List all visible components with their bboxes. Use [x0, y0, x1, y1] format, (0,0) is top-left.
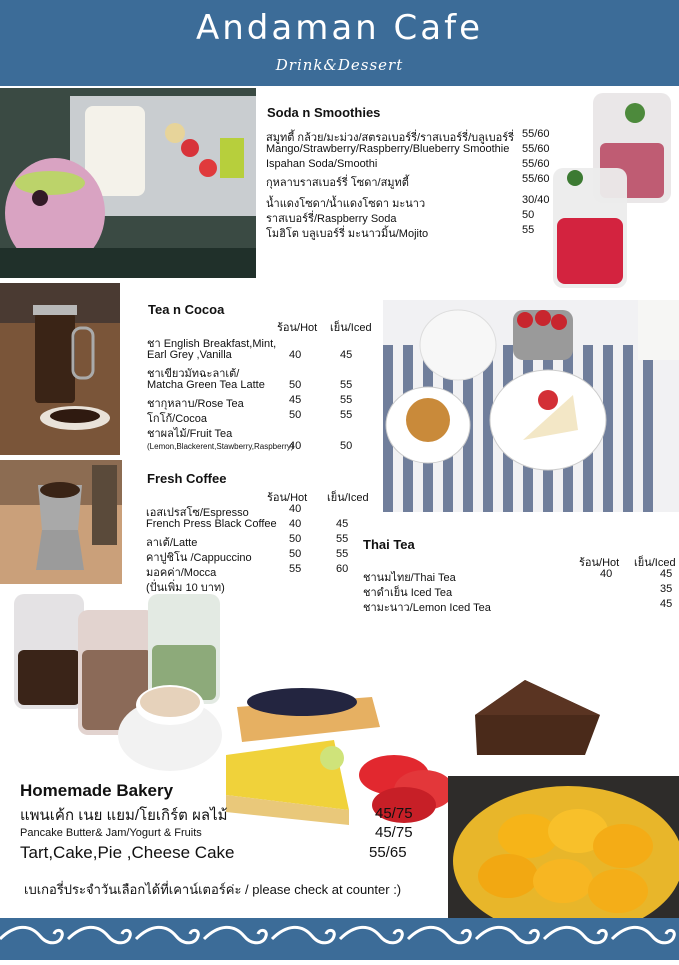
tea-iced-header: เย็น/Iced	[330, 322, 372, 334]
bakery-item-name: แพนเค้ก เนย แยม/โยเกิร์ต ผลไม้	[20, 807, 228, 824]
bakery-item-name: Tart,Cake,Pie ,Cheese Cake	[20, 843, 235, 862]
soda-item-price: 30/40	[522, 194, 550, 206]
coffee-iced-header: เย็น/Iced	[327, 492, 369, 504]
soda-item-name: Mango/Strawberry/Raspberry/Blueberry Smoothie	[266, 143, 510, 155]
coffee-line: เอสเปรสโซ/Espresso	[146, 507, 249, 519]
chocolate-cake-photo	[465, 675, 605, 765]
lemon-tart-photo	[224, 740, 464, 830]
thai-line: ชาดำเย็น Iced Tea	[363, 587, 453, 599]
tea-iced-price: 55	[340, 379, 353, 391]
coffee-line: คาปูชิโน /Cappuccino	[146, 552, 252, 564]
coffee-line: (ปั่นเพิ่ม 10 บาท)	[146, 582, 225, 594]
tea-hot-price: 40	[289, 440, 302, 452]
wave-pattern-icon	[0, 918, 679, 960]
french-press-photo	[0, 283, 120, 455]
smoothie-photo	[0, 88, 256, 278]
soda-item-name: กุหลาบราสเบอร์รี่ โซดา/สมูทตี้	[266, 177, 409, 189]
iced-drinks-photo	[10, 590, 225, 782]
moka-pot-photo	[0, 460, 122, 584]
soda-item-price: 55/60	[522, 173, 550, 185]
soda-item-price: 55/60	[522, 143, 550, 155]
coffee-iced-price: 55	[336, 548, 349, 560]
tea-hot-price: 50	[289, 379, 302, 391]
tea-hot-header: ร้อน/Hot	[277, 322, 318, 334]
thai-tea-section-title: Thai Tea	[363, 537, 415, 552]
coffee-line: มอคค่า/Mocca	[146, 567, 217, 579]
tea-hot-price: 50	[289, 409, 302, 421]
thai-hot-header: ร้อน/Hot	[579, 557, 620, 569]
soda-section-title: Soda n Smoothies	[267, 105, 381, 120]
thai-line: ชานมไทย/Thai Tea	[363, 572, 456, 584]
coffee-hot-price: 50	[289, 548, 302, 560]
tea-line: Earl Grey ,Vanilla	[147, 349, 232, 361]
tea-iced-price: 45	[340, 349, 353, 361]
bakery-item-price: 45/75	[375, 805, 413, 822]
soda-item-price: 50	[522, 209, 535, 221]
peach-tart-photo	[448, 776, 679, 918]
coffee-hot-header: ร้อน/Hot	[267, 492, 308, 504]
cafe-subtitle: Drink&Dessert	[275, 56, 404, 74]
coffee-iced-price: 45	[336, 518, 349, 530]
coffee-iced-price: 55	[336, 533, 349, 545]
thai-iced-price: 45	[660, 598, 673, 610]
soda-item-name: ราสเบอร์รี่/Raspberry Soda	[266, 213, 397, 225]
thai-iced-price: 45	[660, 568, 673, 580]
tea-line: ชา English Breakfast,Mint,	[147, 338, 277, 350]
soda-item-price: 55	[522, 224, 535, 236]
tea-line: ชากุหลาบ/Rose Tea	[147, 398, 244, 410]
coffee-iced-price: 60	[336, 563, 349, 575]
bakery-section-title: Homemade Bakery	[20, 781, 174, 800]
soda-item-price: 55/60	[522, 158, 550, 170]
thai-line: ชามะนาว/Lemon Iced Tea	[363, 602, 491, 614]
thai-iced-header: เย็น/Iced	[634, 557, 676, 569]
soda-glasses-photo	[545, 88, 679, 293]
bakery-note: เบเกอรี่ประจำวันเลือกได้ที่เคาน์เตอร์ค่ะ / please check at counter :)	[24, 882, 402, 897]
tea-line: (Lemon,Blackerent,Stawberry,Raspberry)	[147, 442, 294, 451]
soda-item-name: สมูทตี้ กล้วย/มะม่วง/สตรอเบอร์รี่/ราสเบอร์รี่/บลูเบอร์รี่	[266, 132, 515, 144]
tea-section-title: Tea n Cocoa	[148, 302, 225, 317]
tea-iced-price: 55	[340, 394, 353, 406]
soda-item-name: น้ำแดงโซดา/น้ำแดงโซดา มะนาว	[266, 198, 426, 210]
thai-hot-price: 40	[600, 568, 613, 580]
tea-line: โกโก้/Cocoa	[147, 413, 207, 425]
tea-line: ชาผลไม้/Fruit Tea	[147, 428, 233, 440]
soda-item-name: Ispahan Soda/Smoothi	[266, 158, 378, 170]
soda-item-name: โมฮิโต บลูเบอร์รี่ มะนาวมิ้น/Mojito	[266, 228, 429, 240]
bakery-item-name: Pancake Butter& Jam/Yogurt & Fruits	[20, 827, 202, 839]
coffee-hot-price: 40	[289, 503, 302, 515]
coffee-hot-price: 40	[289, 518, 302, 530]
coffee-hot-price: 55	[289, 563, 302, 575]
bakery-item-price: 45/75	[375, 824, 413, 841]
bakery-item-price: 55/65	[369, 844, 407, 861]
thai-iced-price: 35	[660, 583, 673, 595]
cafe-title: Andaman Cafe	[196, 8, 483, 48]
tea-line: Matcha Green Tea Latte	[147, 379, 265, 391]
header-banner	[0, 0, 679, 86]
tea-hot-price: 40	[289, 349, 302, 361]
footer-banner	[0, 918, 679, 960]
tea-iced-price: 50	[340, 440, 353, 452]
tea-iced-price: 55	[340, 409, 353, 421]
coffee-section-title: Fresh Coffee	[147, 471, 227, 486]
tea-hot-price: 45	[289, 394, 302, 406]
coffee-hot-price: 50	[289, 533, 302, 545]
coffee-line: ลาเต้/Latte	[146, 537, 198, 549]
tea-set-photo	[383, 300, 679, 512]
tea-line: ชาเขียวมัทฉะลาเต้/	[147, 368, 240, 380]
soda-item-price: 55/60	[522, 128, 550, 140]
coffee-line: French Press Black Coffee	[146, 518, 277, 530]
